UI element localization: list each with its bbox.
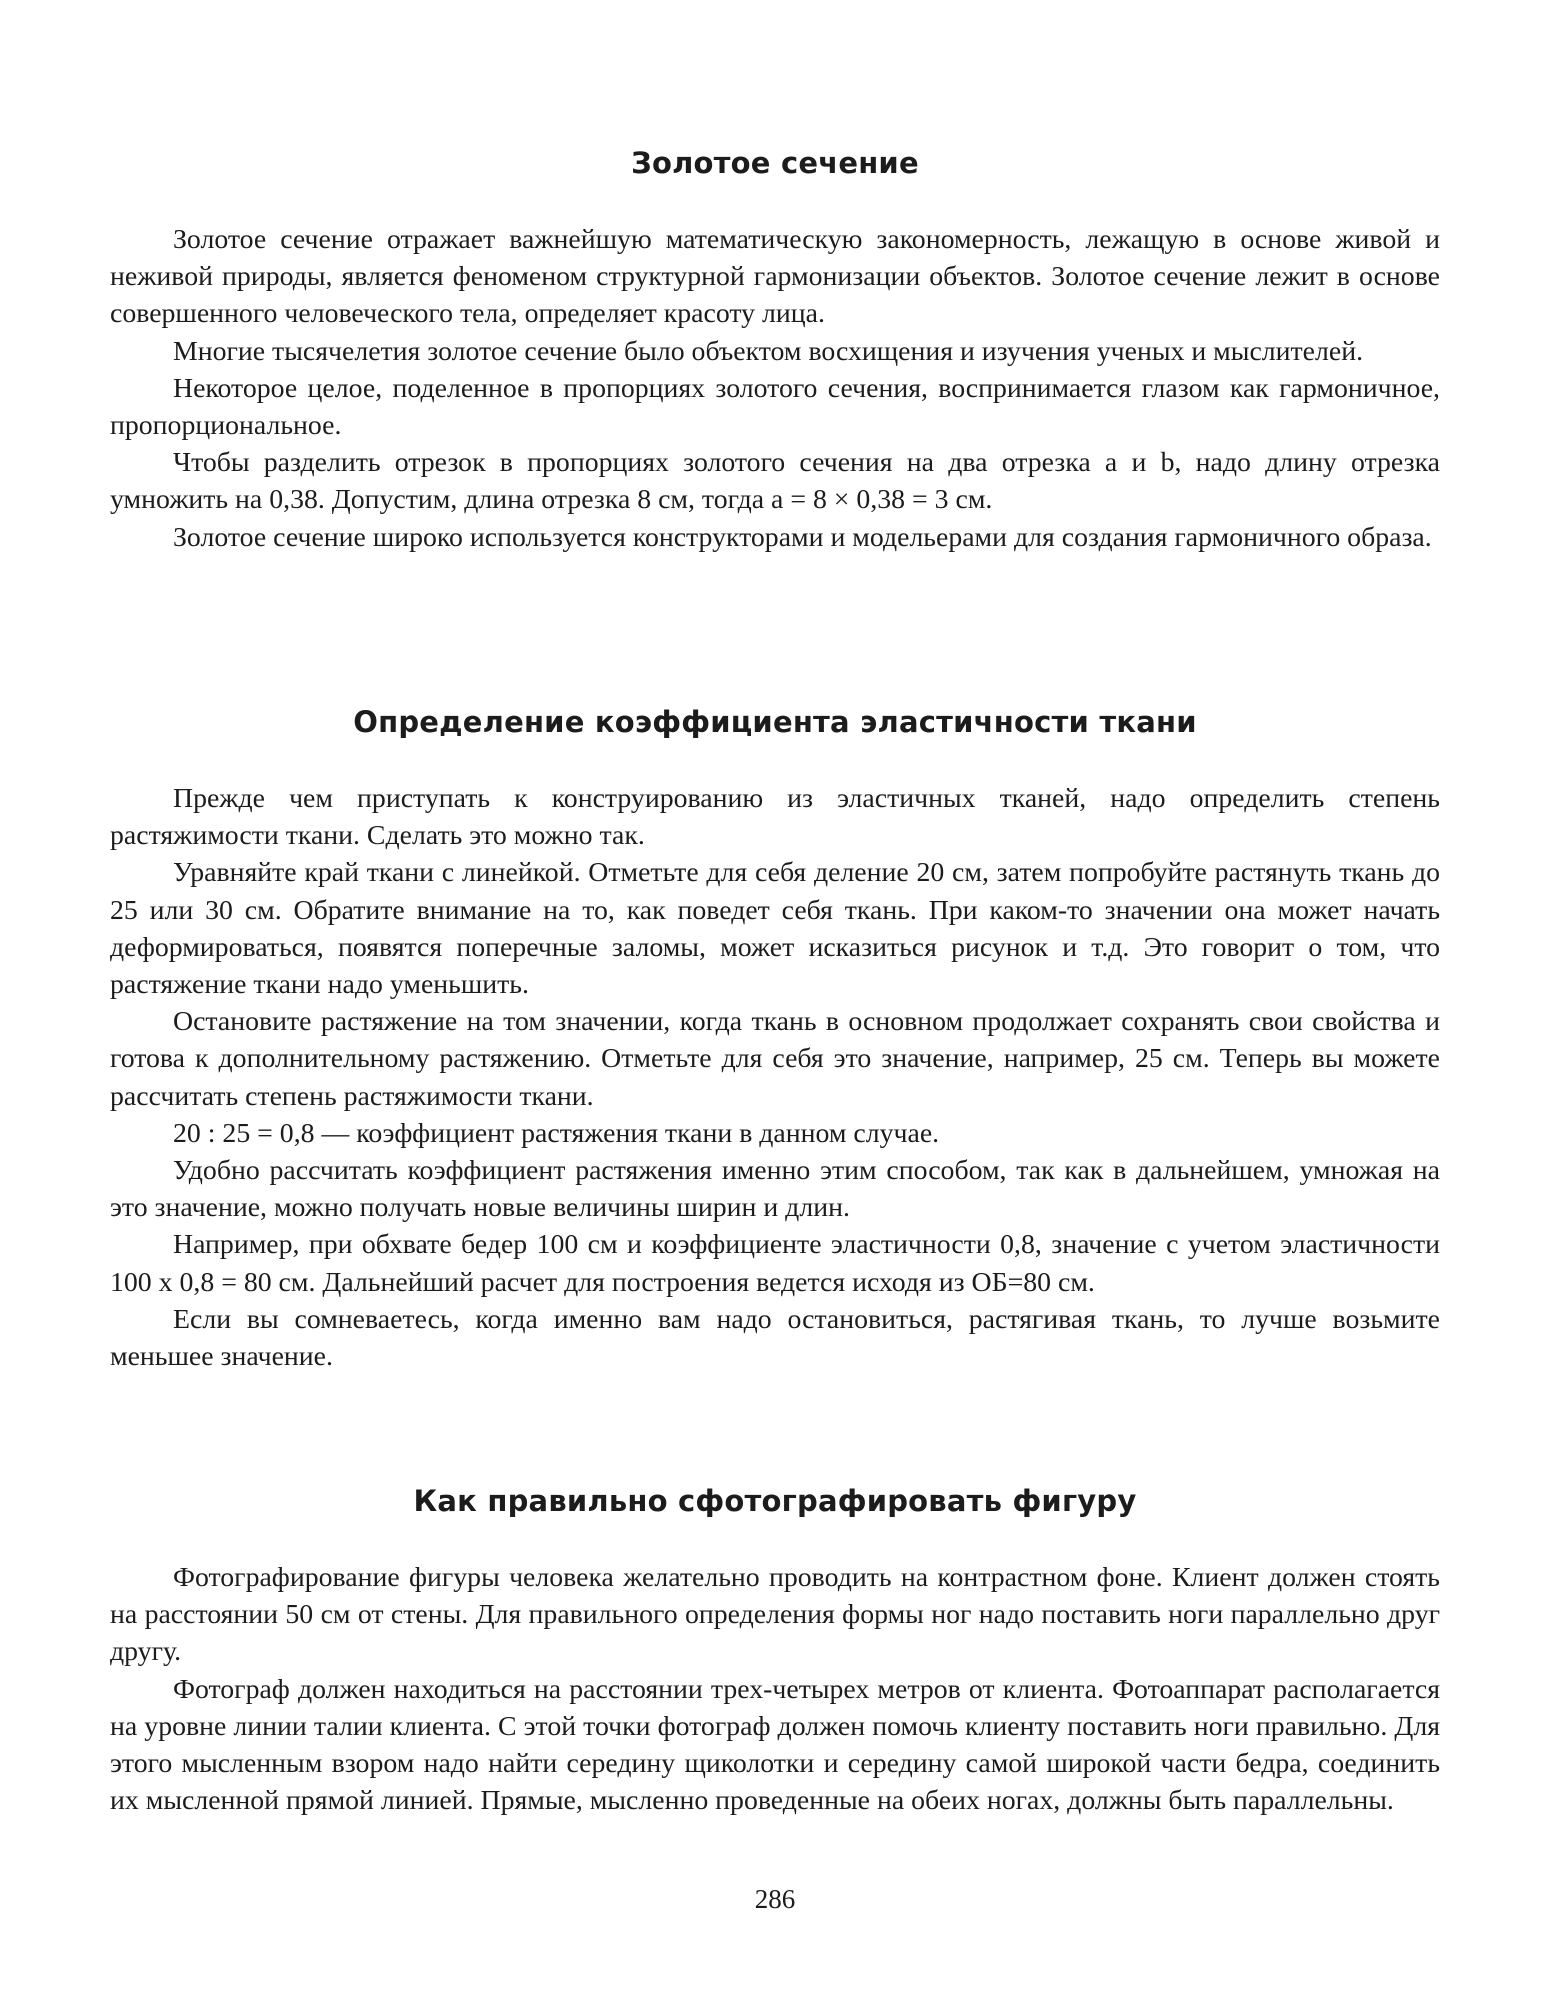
paragraph: 20 : 25 = 0,8 — коэффициент растяжения ткани в данном случае.	[173, 1117, 940, 1149]
section-heading: Золотое сечение	[631, 146, 919, 180]
paragraph: Золотое сечение широко используется конструкторами и модельерами для создания гармоничного образа.	[173, 521, 1432, 553]
section-body	[110, 780, 1440, 1375]
section-golden-ratio	[110, 145, 1440, 556]
paragraph: Золотое сечение отражает важнейшую математическую закономерность, лежащую в основе живой и неживой природы, является феноменом структурной гармонизации объектов. Золотое сечение лежит в основе совершенного человеческого тела, определяет красоту лица.	[110, 224, 1440, 330]
paragraph: Чтобы разделить отрезок в пропорциях золотого сечения на два отрезка a и b, надо длину отрезка умножить на 0,38. Допустим, длина отрезка 8 см, тогда a = 8 × 0,38 = 3 см.	[110, 447, 1440, 516]
paragraph: Многие тысячелетия золотое сечение было объектом восхищения и изучения ученых и мыслителей.	[173, 335, 1364, 367]
book-page	[110, 0, 1440, 2008]
section-body	[110, 1559, 1440, 1819]
section-heading: Как правильно сфотографировать фигуру	[413, 1484, 1137, 1518]
paragraph: Уравняйте край ткани с линейкой. Отметьте для себя деление 20 см, затем попробуйте растянуть ткань до 25 или 30 см. Обратите внимание на то, как поведет себя ткань. При каком-то значении она может начать деформироваться, появятся поперечные заломы, может исказиться рисунок и т.д. Это говорит о том, что растяжение ткани надо уменьшить.	[110, 857, 1440, 1001]
paragraph: Например, при обхвате бедер 100 см и коэффициенте эластичности 0,8, значение с учетом эластичности 100 х 0,8 = 80 см. Дальнейший расчет для построения ведется исходя из ОБ=80 см.	[110, 1229, 1440, 1298]
page-number: 286	[754, 1884, 796, 1914]
paragraph: Прежде чем приступать к конструированию из эластичных тканей, надо определить степень растяжимости ткани. Сделать это можно так.	[110, 783, 1440, 852]
paragraph: Некоторое целое, поделенное в пропорциях золотого сечения, воспринимается глазом как гармоничное, пропорциональное.	[110, 372, 1440, 442]
paragraph: Фотографирование фигуры человека желательно проводить на контрастном фоне. Клиент должен стоять на расстоянии 50 см от стены. Для правильного определения формы ног надо поставить ноги параллельно друг другу.	[110, 1562, 1440, 1668]
section-body	[110, 221, 1440, 556]
section-heading: Определение коэффициента эластичности ткани	[353, 705, 1197, 739]
section-photographing-figure	[110, 1483, 1440, 1819]
paragraph: Удобно рассчитать коэффициент растяжения именно этим способом, так как в дальнейшем, умножая на это значение, можно получать новые величины ширин и длин.	[110, 1155, 1440, 1224]
section-elasticity-coefficient	[110, 704, 1440, 1375]
paragraph: Фотограф должен находиться на расстоянии трех-четырех метров от клиента. Фотоаппарат располагается на уровне линии талии клиента. С этой точки фотограф должен помочь клиенту поставить ноги правильно. Для этого мысленным взором надо найти середину щиколотки и середину самой широкой части бедра, соединить их мысленной прямой линией. Прямые, мысленно проведенные на обеих ногах, должны быть параллельны.	[110, 1673, 1440, 1817]
paragraph: Остановите растяжение на том значении, когда ткань в основном продолжает сохранять свои свойства и готова к дополнительному растяжению. Отметьте для себя это значение, например, 25 см. Теперь вы можете рассчитать степень растяжимости ткани.	[110, 1006, 1440, 1112]
paragraph: Если вы сомневаетесь, когда именно вам надо остановиться, растягивая ткань, то лучше возьмите меньшее значение.	[110, 1303, 1440, 1373]
